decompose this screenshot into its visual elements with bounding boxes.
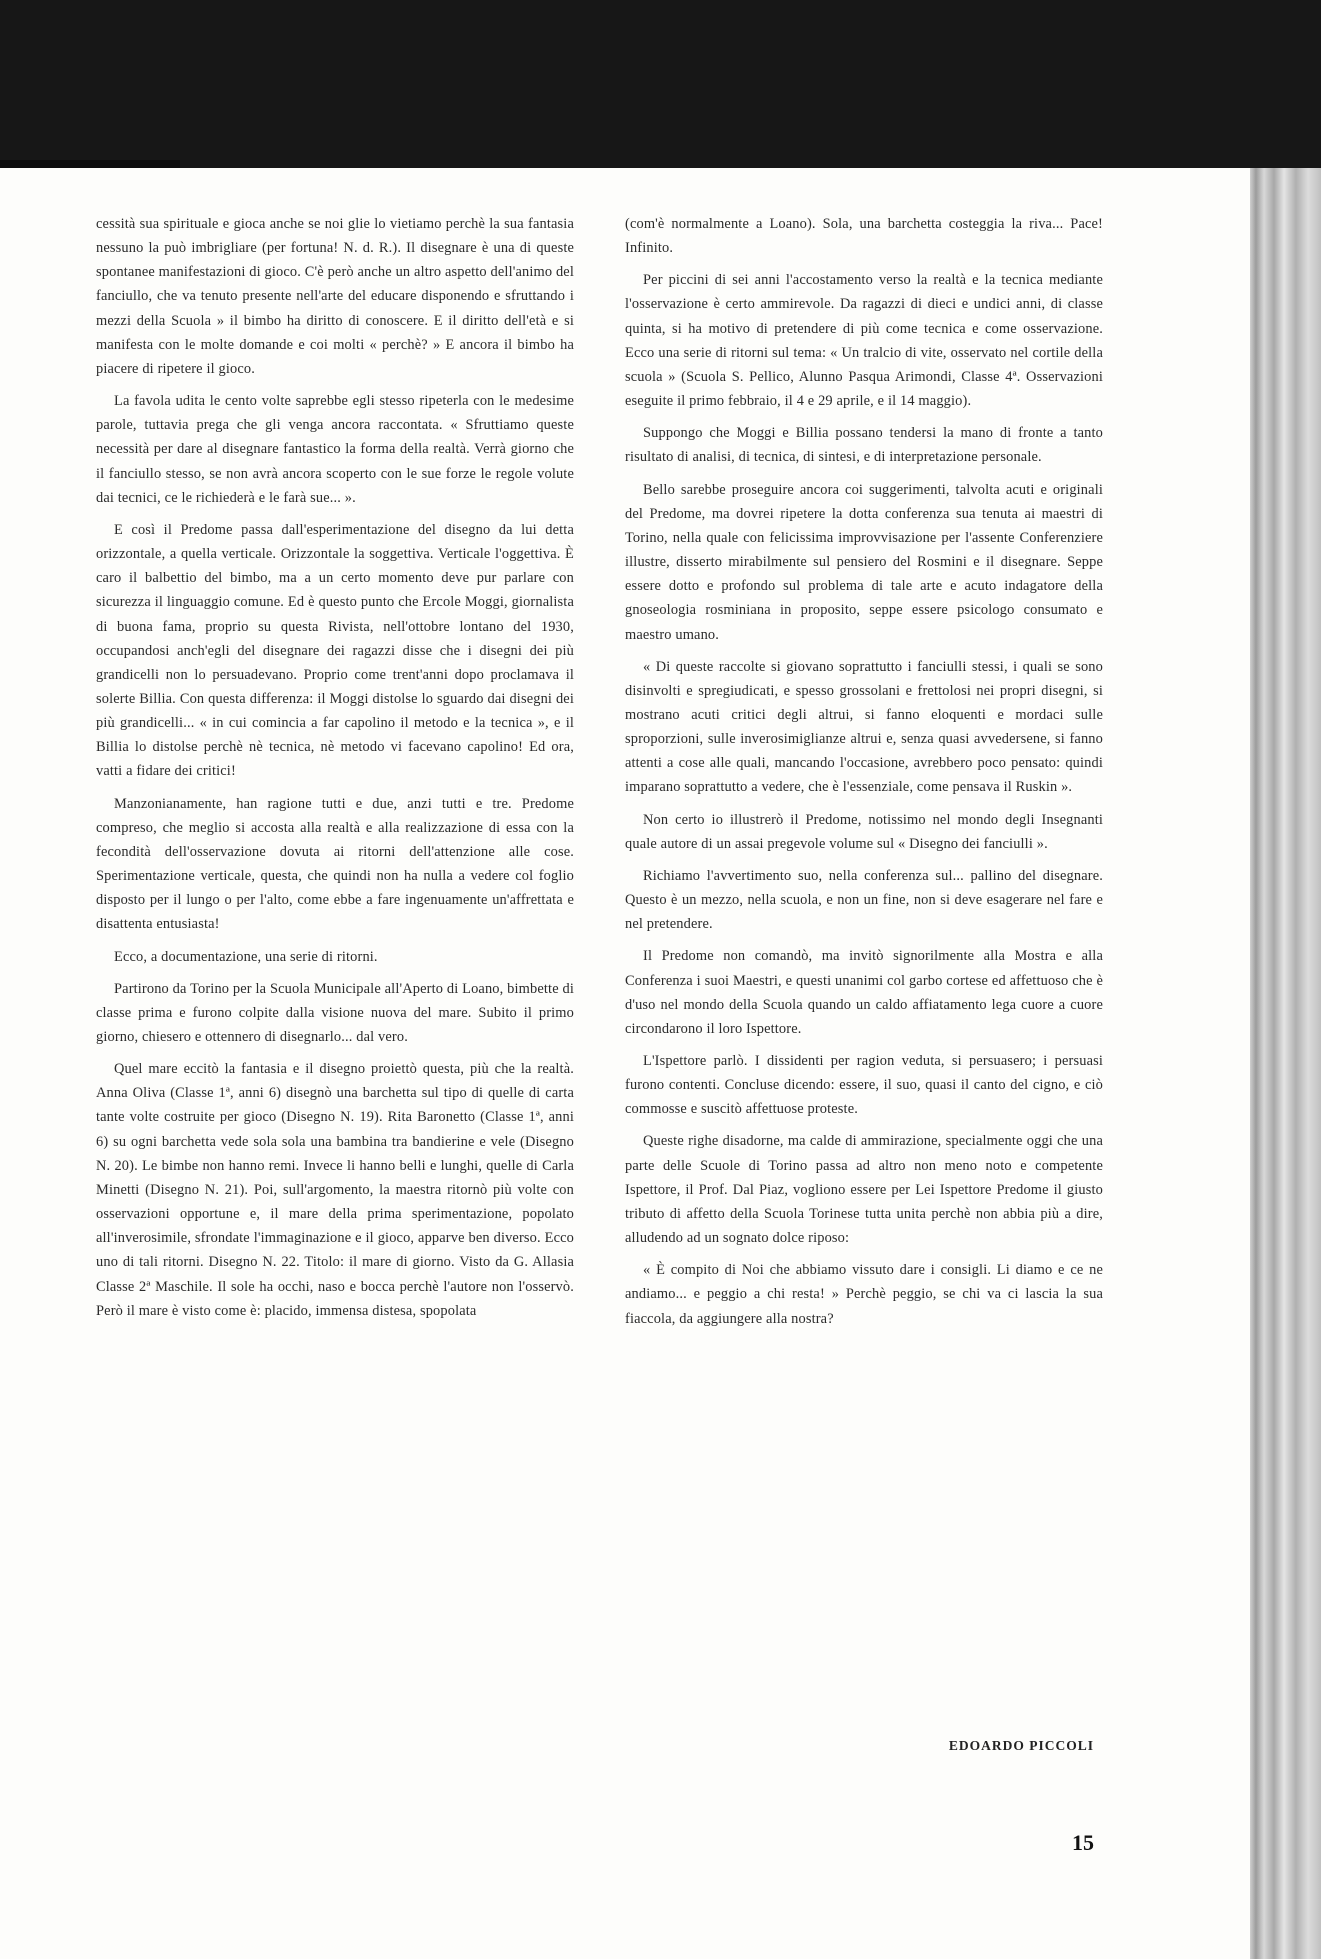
paragraph: E così il Predome passa dall'esperimentazione del disegno da lui detta orizzontale, a quella verticale. Orizzontale la soggettiva. Verticale l'oggettiva. È caro il balbettio del bimbo, ma a un certo momento deve pur parlare con sicurezza il linguaggio comune. Ed è questo punto che Ercole Moggi, giornalista di buona fama, proprio su questa Rivista, nell'ottobre lontano del 1930, occupandosi anch'egli del disegnare dei ragazzi disse che i disegni dei più grandicelli non lo persuadevano. Proprio come trent'anni dopo proclamava il solerte Billia. Con questa differenza: il Moggi distolse lo sguardo dai disegni dei più grandicelli... « in cui comincia a far capolino il metodo e la tecnica », e il Billia lo distolse perchè nè tecnica, nè metodo vi facevano capolino! Ed ora, vatti a fidare dei critici! — [96, 521, 574, 780]
author-signature: EDOARDO PICCOLI — [948, 1738, 1094, 1753]
paragraph: Il Predome non comandò, ma invitò signorilmente alla Mostra e alla Conferenza i suoi Maestri, e questi unanimi col garbo cortese ed affettuoso che è d'uso nel mondo della Scuola quando un caldo affiatamento lega cuore a cuore circondarono il loro Ispettore. — [625, 948, 1103, 1037]
page-number: 15 — [1072, 1830, 1094, 1855]
paragraph: Ecco, a documentazione, una serie di ritorni. — [114, 948, 378, 965]
paragraph: Manzonianamente, han ragione tutti e due, anzi tutti e tre. Predome compreso, che meglio si accosta alla realtà e alla realizzazione di essa con la fecondità dell'osservazione dovuta ai ritorni dell'attenzione alle cose. Sperimentazione verticale, questa, che quindi non ha nulla a vedere col foglio disposto per il lungo o per l'alto, come ebbe a fare ingenuamente un'affrettata e disattenta entusiasta! — [96, 795, 574, 933]
paragraph: L'Ispettore parlò. I dissidenti per ragion veduta, si persuasero; i persuasi furono contenti. Concluse dicendo: essere, il suo, quasi il canto del cigno, e ciò commosse e suscitò affettuose proteste. — [625, 1053, 1103, 1118]
paragraph: « Di queste raccolte si giovano soprattutto i fanciulli stessi, i quali se sono disinvolti e spregiudicati, e spesso grossolani e frettolosi nei propri disegni, si mostrano acuti critici degli altrui, si fanno eloquenti e mordaci sulle sproporzioni, sulle inverosimiglianze altrui e, senza quasi avvedersene, si fanno attenti a cose alle quali, mancando l'occasione, avrebbero poco pensato: quindi imparano soprattutto a vedere, che è l'essenziale, come pensava il Ruskin ». — [625, 658, 1103, 796]
page-stack-edge — [1250, 168, 1321, 1959]
paragraph: Bello sarebbe proseguire ancora coi suggerimenti, talvolta acuti e originali del Predome, ma dovrei ripetere la dotta conferenza sua tenuta ai maestri di Torino, nella quale con felicissima improvvisazione per l'assente Conferenziere illustre, disserto mirabilmente sul pensiero del Rosmini e il disegnare. Seppe essere dotto e profondo sul problema di tale arte e acuto indagatore della gnoseologia rosminiana in proposito, seppe essere psicologo consumato e maestro umano. — [625, 481, 1103, 643]
paragraph: Richiamo l'avvertimento suo, nella conferenza sul... pallino del disegnare. Questo è un mezzo, nella scuola, e non un fine, non si deve esagerare nel fare e nel pretendere. — [625, 867, 1103, 933]
paragraph: La favola udita le cento volte saprebbe egli stesso ripeterla con le medesime parole, tuttavia prega che gli venga ancora raccontata. « Sfruttiamo queste necessità per dare al disegnare fantastico la forma della realtà. Verrà giorno che il fanciullo stesso, se non avrà ancora scoperto con le sue forze le regole volute dai tecnici, ce le richiederà e le farà sue... ». — [96, 393, 574, 506]
paragraph: (com'è normalmente a Loano). Sola, una barchetta costeggia la riva... Pace! Infinito. — [625, 216, 1103, 257]
left-text-column — [96, 212, 574, 1323]
paragraph: Suppongo che Moggi e Billia possano tendersi la mano di fronte a tanto risultato di analisi, di tecnica, di sintesi, e di interpretazione personale. — [625, 425, 1103, 466]
right-text-column — [625, 212, 1103, 1331]
paragraph: Queste righe disadorne, ma calde di ammirazione, specialmente oggi che una parte delle Scuole di Torino passa ad altro non meno noto e competente Ispettore, il Prof. Dal Piaz, vogliono essere per Lei Ispettore Predome il giusto tributo di affetto della Scuola Torinese tutta unita perchè non abbia più a dire, alludendo ad un sognato dolce riposo: — [625, 1133, 1103, 1247]
paragraph: « È compito di Noi che abbiamo vissuto dare i consigli. Li diamo e ce ne andiamo... e peggio a chi resta! » Perchè peggio, se chi va ci lascia la sua fiaccola, da aggiungere alla nostra? — [625, 1262, 1103, 1327]
paragraph: Non certo io illustrerò il Predome, notissimo nel mondo degli Insegnanti quale autore di un assai pregevole volume sul « Disegno dei fanciulli ». — [625, 811, 1103, 852]
paragraph: cessità sua spirituale e gioca anche se noi glie lo vietiamo perchè la sua fantasia nessuno la può imbrigliare (per fortuna! N. d. R.). Il disegnare è una di queste spontanee manifestazioni di gioco. C'è però anche un altro aspetto dell'animo del fanciullo, che va tenuto presente nell'arte del educare disponendo e sfruttando i mezzi della Scuola » il bimbo ha diritto di conoscere. E il diritto dell'età e si manifesta con le molte domande e coi molti « perchè? » E ancora il bimbo ha piacere di ripetere il gioco. — [96, 216, 574, 377]
paragraph: Quel mare eccitò la fantasia e il disegno proiettò questa, più che la realtà. Anna Oliva (Classe 1ª, anni 6) disegnò una barchetta sul tipo di quelle di carta tante volte costruite per gioco (Disegno N. 19). Rita Baronetto (Classe 1ª, anni 6) su ogni barchetta vede sola sola una bambina tra bandierine e vele (Disegno N. 20). Le bimbe non hanno remi. Invece li hanno belli e lunghi, quelle di Carla Minetti (Disegno N. 21). Poi, sull'argomento, la maestra ritornò più volte con osservazioni opportune e, il mare della prima sperimentazione, popolato all'inverosimile, sfrondate l'immaginazione e il gioco, apparve ben diverso. Ecco uno di tali ritorni. Disegno N. 22. Titolo: il mare di giorno. Visto da G. Allasia Classe 2ª Maschile. Il sole ha occhi, naso e bocca perchè l'autore non l'osservò. Però il mare è visto come è: placido, immensa distesa, spopolata — [96, 1061, 574, 1319]
paragraph: Partirono da Torino per la Scuola Municipale all'Aperto di Loano, bimbette di classe prima e furono colpite dalla visione nuova del mare. Subito il primo giorno, chiesero e ottennero di disegnarlo... dal vero. — [96, 980, 574, 1045]
paragraph: Per piccini di sei anni l'accostamento verso la realtà e la tecnica mediante l'osservazione è certo ammirevole. Da ragazzi di dieci e undici anni, di classe quinta, si ha motivo di pretendere di più come tecnica e come osservazione. Ecco una serie di ritorni sul tema: « Un tralcio di vite, osservato nel cortile della scuola » (Scuola S. Pellico, Alunno Pasqua Arimondi, Classe 4ª. Osservazioni eseguite il primo febbraio, il 4 e 29 aprile, e il 14 maggio). — [625, 272, 1103, 410]
scan-dark-border — [0, 0, 1321, 168]
